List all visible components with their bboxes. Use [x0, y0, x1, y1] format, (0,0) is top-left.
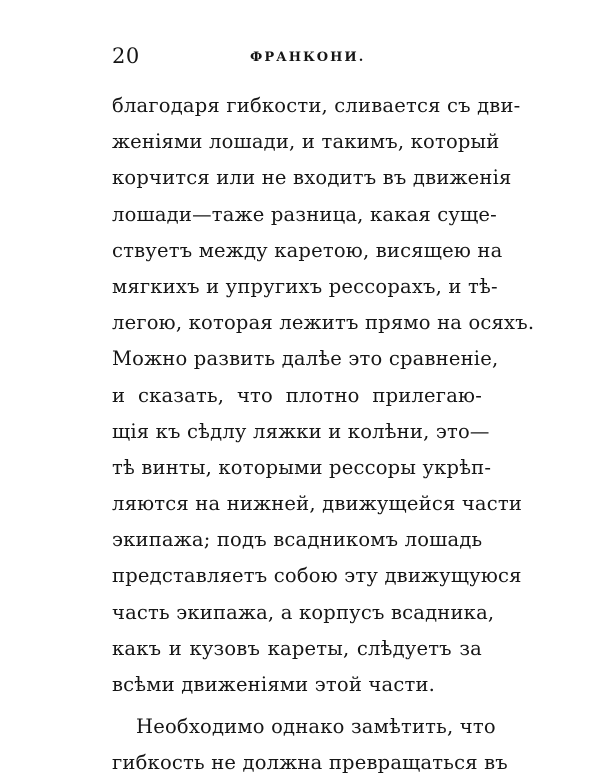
body-text: [112, 88, 535, 782]
text-line: Необходимо однако замѣтить, что: [136, 715, 496, 739]
text-line: корчится или не входитъ въ движенія: [112, 166, 512, 190]
text-line: экипажа; подъ всадникомъ лошадь: [112, 528, 483, 552]
running-title: ФРАНКОНИ.: [250, 50, 366, 65]
text-line: тѣ винты, которыми рессоры укрѣп-: [112, 455, 492, 479]
text-line: Можно развить далѣе это сравненіе,: [112, 347, 499, 371]
text-line: ляются на нижней, движущейся части: [112, 492, 523, 516]
paragraph-2: [112, 709, 508, 781]
text-line: лошади—таже разница, какая суще-: [112, 202, 497, 226]
page-number: 20: [112, 44, 140, 68]
text-line: всѣми движеніями этой части.: [112, 673, 436, 696]
text-line: представляетъ собою эту движущуюся: [112, 564, 522, 588]
text-line: женіями лошади, и такимъ, который: [112, 130, 500, 154]
text-line: и сказать, что плотно прилегаю-: [112, 383, 482, 407]
text-line: мягкихъ и упругихъ рессорахъ, и тѣ-: [112, 274, 498, 298]
text-line: гибкость не должна превращаться въ: [112, 751, 508, 775]
text-line: часть экипажа, а корпусъ всадника,: [112, 600, 495, 624]
text-line: какъ и кузовъ кареты, слѣдуетъ за: [112, 636, 482, 660]
page-header: [112, 42, 482, 72]
text-line: легою, которая лежитъ прямо на осяхъ.: [112, 311, 535, 335]
text-line: ствуетъ между каретою, висящею на: [112, 238, 503, 262]
paragraph-1: [112, 88, 535, 703]
text-line: благодаря гибкости, сливается съ дви-: [112, 94, 521, 117]
text-line: щія къ сѣдлу ляжки и колѣни, это—: [112, 419, 490, 443]
